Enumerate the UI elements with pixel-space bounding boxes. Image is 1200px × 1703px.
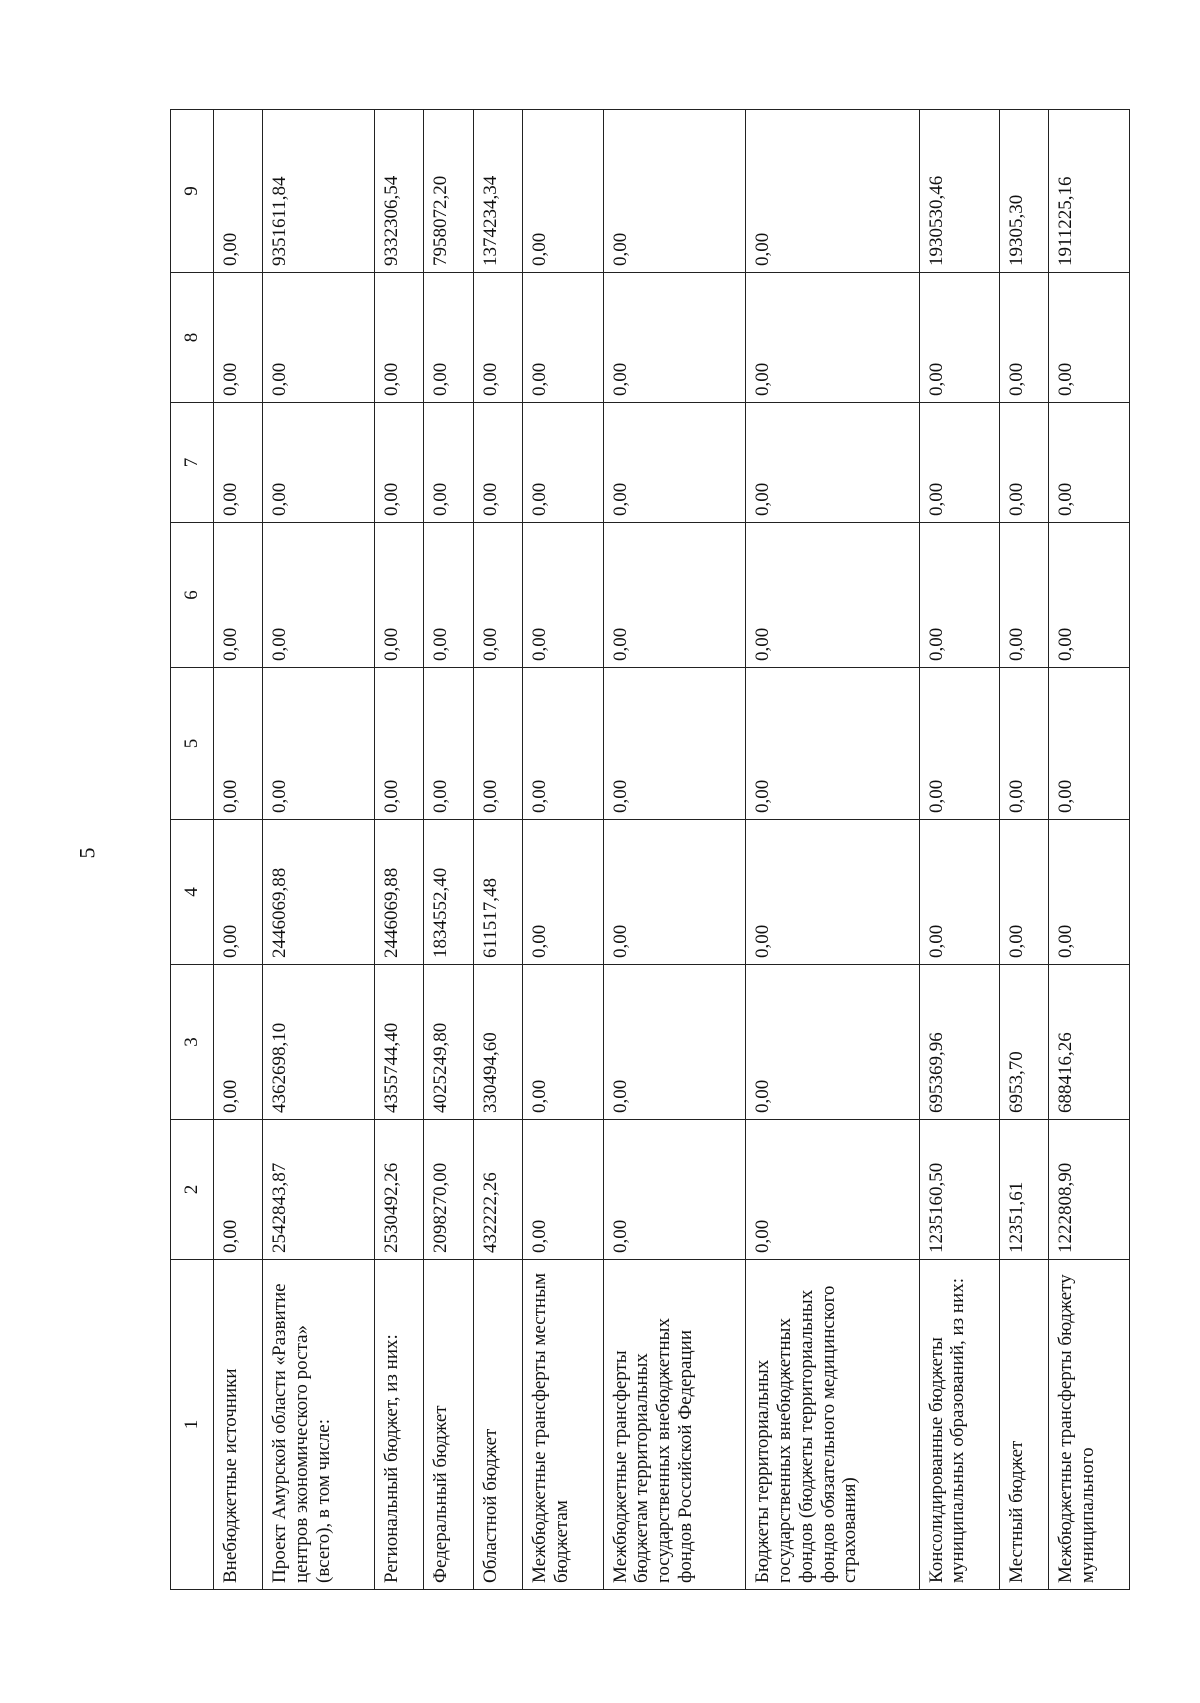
cell-value: 9351611,84	[263, 110, 374, 273]
row-label: Внебюджетные источники	[213, 1260, 262, 1590]
cell-value: 688416,26	[1049, 965, 1130, 1120]
cell-value: 4025249,80	[424, 965, 473, 1120]
row-label: Местный бюджет	[999, 1260, 1048, 1590]
cell-value: 0,00	[746, 1120, 919, 1260]
cell-value: 0,00	[1049, 820, 1130, 965]
column-header: 7	[171, 403, 214, 523]
cell-value: 1222808,90	[1049, 1120, 1130, 1260]
table-row	[473, 110, 522, 1590]
cell-value: 0,00	[374, 273, 423, 403]
column-header: 9	[171, 110, 214, 273]
cell-value: 0,00	[263, 403, 374, 523]
cell-value: 9332306,54	[374, 110, 423, 273]
table-row	[603, 110, 745, 1590]
cell-value: 19305,30	[999, 110, 1048, 273]
row-label: Консолидированные бюджеты муниципальных образований, из них:	[919, 1260, 999, 1590]
cell-value: 2542843,87	[263, 1120, 374, 1260]
cell-value: 0,00	[603, 820, 745, 965]
cell-value: 0,00	[523, 820, 603, 965]
table-row	[374, 110, 423, 1590]
column-header: 6	[171, 523, 214, 668]
column-header: 5	[171, 668, 214, 820]
table-row	[424, 110, 473, 1590]
cell-value: 0,00	[746, 273, 919, 403]
cell-value: 0,00	[263, 523, 374, 668]
cell-value: 0,00	[603, 273, 745, 403]
header-row	[171, 110, 214, 1590]
budget-table	[170, 109, 1130, 1590]
cell-value: 0,00	[746, 523, 919, 668]
cell-value: 6953,70	[999, 965, 1048, 1120]
cell-value: 1374234,34	[473, 110, 522, 273]
cell-value: 0,00	[374, 523, 423, 668]
cell-value: 0,00	[263, 273, 374, 403]
cell-value: 0,00	[523, 273, 603, 403]
cell-value: 0,00	[746, 965, 919, 1120]
cell-value: 0,00	[213, 668, 262, 820]
cell-value: 0,00	[999, 668, 1048, 820]
cell-value: 695369,96	[919, 965, 999, 1120]
cell-value: 12351,61	[999, 1120, 1048, 1260]
row-label: Межбюджетные трансферты бюджету муниципального	[1049, 1260, 1130, 1590]
row-label: Межбюджетные трансферты бюджетам территориальных государственных внебюджетных фондов Российской Федерации	[603, 1260, 745, 1590]
row-label: Областной бюджет	[473, 1260, 522, 1590]
cell-value: 2446069,88	[374, 820, 423, 965]
cell-value: 1834552,40	[424, 820, 473, 965]
cell-value: 0,00	[603, 1120, 745, 1260]
cell-value: 0,00	[424, 668, 473, 820]
page-number: 5	[74, 847, 100, 859]
table-row	[523, 110, 603, 1590]
cell-value: 0,00	[603, 965, 745, 1120]
table-row	[213, 110, 262, 1590]
cell-value: 0,00	[473, 403, 522, 523]
cell-value: 0,00	[603, 668, 745, 820]
cell-value: 4355744,40	[374, 965, 423, 1120]
cell-value: 0,00	[424, 403, 473, 523]
cell-value: 1930530,46	[919, 110, 999, 273]
cell-value: 0,00	[213, 965, 262, 1120]
row-label: Региональный бюджет, из них:	[374, 1260, 423, 1590]
cell-value: 4362698,10	[263, 965, 374, 1120]
table-row	[746, 110, 919, 1590]
column-header: 3	[171, 965, 214, 1120]
cell-value: 2446069,88	[263, 820, 374, 965]
column-header: 2	[171, 1120, 214, 1260]
cell-value: 330494,60	[473, 965, 522, 1120]
cell-value: 0,00	[919, 668, 999, 820]
cell-value: 611517,48	[473, 820, 522, 965]
cell-value: 0,00	[213, 1120, 262, 1260]
table-row	[263, 110, 374, 1590]
table-row	[919, 110, 999, 1590]
cell-value: 0,00	[919, 273, 999, 403]
cell-value: 0,00	[523, 523, 603, 668]
cell-value: 0,00	[919, 523, 999, 668]
cell-value: 0,00	[919, 403, 999, 523]
cell-value: 0,00	[213, 523, 262, 668]
row-label: Проект Амурской области «Развитие центров экономического роста» (всего), в том числе:	[263, 1260, 374, 1590]
cell-value: 0,00	[1049, 273, 1130, 403]
cell-value: 0,00	[999, 523, 1048, 668]
cell-value: 0,00	[213, 403, 262, 523]
cell-value: 0,00	[603, 110, 745, 273]
column-header: 1	[171, 1260, 214, 1590]
cell-value: 0,00	[213, 273, 262, 403]
cell-value: 1235160,50	[919, 1120, 999, 1260]
cell-value: 432222,26	[473, 1120, 522, 1260]
cell-value: 0,00	[1049, 523, 1130, 668]
cell-value: 2530492,26	[374, 1120, 423, 1260]
cell-value: 1911225,16	[1049, 110, 1130, 273]
cell-value: 0,00	[919, 820, 999, 965]
cell-value: 0,00	[523, 403, 603, 523]
cell-value: 0,00	[999, 820, 1048, 965]
cell-value: 0,00	[1049, 668, 1130, 820]
cell-value: 0,00	[999, 403, 1048, 523]
cell-value: 0,00	[1049, 403, 1130, 523]
cell-value: 0,00	[523, 1120, 603, 1260]
column-header: 4	[171, 820, 214, 965]
table-container	[170, 110, 1130, 1590]
cell-value: 0,00	[424, 273, 473, 403]
cell-value: 0,00	[213, 110, 262, 273]
cell-value: 0,00	[746, 403, 919, 523]
cell-value: 2098270,00	[424, 1120, 473, 1260]
cell-value: 0,00	[523, 668, 603, 820]
cell-value: 0,00	[424, 523, 473, 668]
cell-value: 0,00	[999, 273, 1048, 403]
cell-value: 0,00	[473, 668, 522, 820]
cell-value: 0,00	[263, 668, 374, 820]
cell-value: 0,00	[374, 403, 423, 523]
table-row	[1049, 110, 1130, 1590]
row-label: Межбюджетные трансферты местным бюджетам	[523, 1260, 603, 1590]
row-label: Бюджеты территориальных государственных внебюджетных фондов (бюджеты территориальных фондов обязательного медицинского страхования)	[746, 1260, 919, 1590]
cell-value: 0,00	[473, 273, 522, 403]
cell-value: 7958072,20	[424, 110, 473, 273]
row-label: Федеральный бюджет	[424, 1260, 473, 1590]
column-header: 8	[171, 273, 214, 403]
cell-value: 0,00	[746, 820, 919, 965]
cell-value: 0,00	[603, 403, 745, 523]
cell-value: 0,00	[213, 820, 262, 965]
table-row	[999, 110, 1048, 1590]
cell-value: 0,00	[374, 668, 423, 820]
cell-value: 0,00	[746, 110, 919, 273]
rotated-table-frame	[170, 110, 1130, 1590]
cell-value: 0,00	[603, 523, 745, 668]
cell-value: 0,00	[746, 668, 919, 820]
cell-value: 0,00	[523, 965, 603, 1120]
cell-value: 0,00	[473, 523, 522, 668]
cell-value: 0,00	[523, 110, 603, 273]
